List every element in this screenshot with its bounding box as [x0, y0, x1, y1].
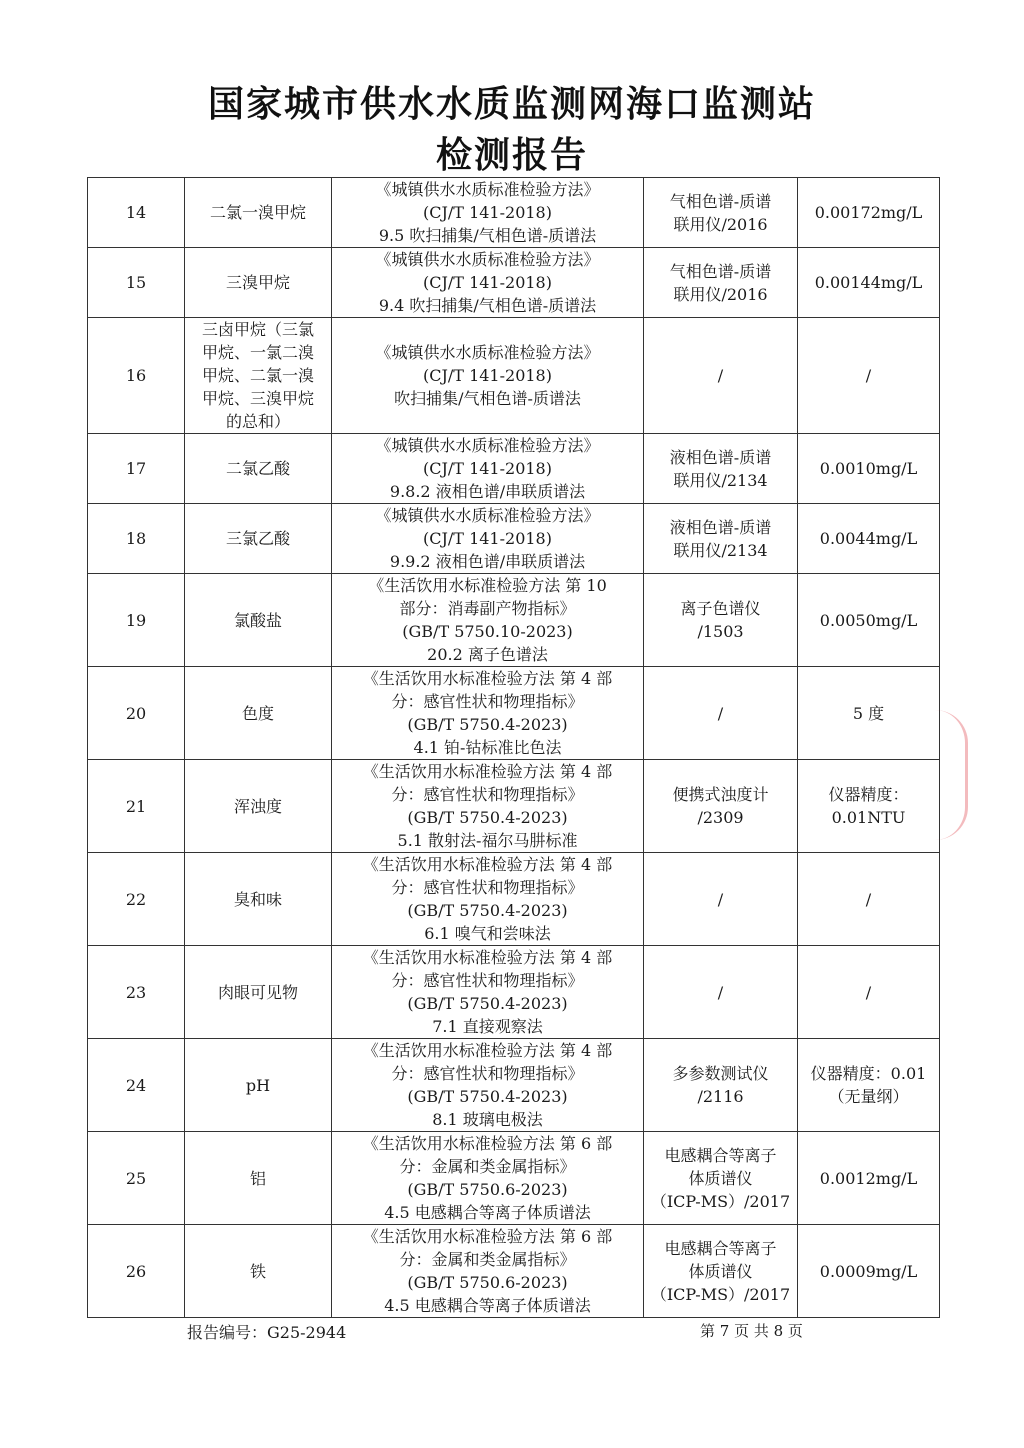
table-row: [88, 574, 940, 667]
test-method-line: (CJ/T 141-2018): [423, 529, 552, 548]
test-method-line: 《城镇供水水质标准检验方法》: [375, 250, 600, 269]
test-item-cell: [185, 318, 332, 434]
test-method-cell: [332, 178, 644, 248]
test-item-line: 铁: [249, 1261, 266, 1281]
test-method-line: 分：感官性状和物理指标》: [391, 971, 584, 990]
instrument-line: （ICP-MS）/2017: [650, 1284, 791, 1304]
instrument-line: 气相色谱-质谱: [669, 261, 772, 281]
test-method-cell: [332, 946, 644, 1039]
test-method-line: 20.2 离子色谱法: [427, 645, 548, 664]
test-method-line: 分：感官性状和物理指标》: [391, 1064, 584, 1083]
test-item-line: 二氯乙酸: [225, 459, 290, 478]
detection-limit-line: /: [865, 366, 872, 385]
test-method-line: (GB/T 5750.4-2023): [407, 1087, 568, 1106]
test-item-cell: [185, 760, 332, 853]
test-item-line: 甲烷、二氯一溴: [201, 366, 314, 385]
instrument-cell: [644, 248, 798, 318]
instrument-line: 电感耦合等离子: [664, 1238, 777, 1258]
test-method-line: 《城镇供水水质标准检验方法》: [375, 506, 600, 525]
instrument-line: 体质谱仪: [688, 1261, 753, 1281]
instrument-cell: [644, 1039, 798, 1132]
instrument-line: /: [717, 366, 724, 385]
test-item-cell: [185, 248, 332, 318]
test-method-line: 《城镇供水水质标准检验方法》: [375, 343, 600, 362]
test-method-line: 吹扫捕集/气相色谱-质谱法: [394, 389, 581, 408]
test-method-line: 《生活饮用水标准检验方法 第 4 部: [362, 762, 613, 781]
table-row: [88, 1225, 940, 1318]
detection-limit-line: 0.0010mg/L: [819, 459, 918, 478]
test-method-line: 9.9.2 液相色谱/串联质谱法: [389, 552, 586, 571]
report-title: 国家城市供水水质监测网海口监测站: [207, 84, 816, 125]
instrument-line: /2116: [697, 1087, 744, 1106]
detection-limit-cell: [798, 178, 940, 248]
row-number-cell: 16: [88, 318, 185, 434]
instrument-line: /: [717, 703, 724, 723]
instrument-cell: [644, 504, 798, 574]
test-method-line: 分：金属和类金属指标》: [399, 1250, 576, 1269]
test-method-line: (GB/T 5750.4-2023): [407, 901, 568, 920]
test-method-line: (GB/T 5750.10-2023): [402, 622, 573, 641]
row-number-cell: 26: [88, 1225, 185, 1318]
test-item-cell: [185, 667, 332, 760]
detection-limit-cell: [798, 946, 940, 1039]
detection-limit-cell: [798, 760, 940, 853]
detection-limit-line: 0.00172mg/L: [814, 203, 923, 222]
instrument-line: /2309: [697, 808, 744, 827]
test-method-line: 分：感官性状和物理指标》: [391, 878, 584, 897]
test-item-line: 甲烷、一氯二溴: [201, 343, 314, 362]
detection-limit-line: 0.00144mg/L: [814, 273, 923, 292]
test-item-cell: [185, 946, 332, 1039]
instrument-cell: [644, 574, 798, 667]
instrument-cell: [644, 853, 798, 946]
test-item-cell: [185, 853, 332, 946]
detection-limit-cell: [798, 574, 940, 667]
test-item-cell: [185, 504, 332, 574]
test-item-line: 三溴甲烷: [225, 273, 290, 292]
test-method-line: (CJ/T 141-2018): [423, 273, 552, 292]
instrument-line: 电感耦合等离子: [664, 1145, 777, 1165]
test-method-cell: [332, 504, 644, 574]
test-method-line: 分：感官性状和物理指标》: [391, 692, 584, 711]
test-method-line: 《城镇供水水质标准检验方法》: [375, 436, 600, 455]
test-method-cell: [332, 1225, 644, 1318]
test-method-line: 《城镇供水水质标准检验方法》: [375, 180, 600, 199]
detection-limit-cell: [798, 1132, 940, 1225]
test-item-line: 氯酸盐: [233, 610, 282, 630]
instrument-line: 联用仪/2016: [673, 284, 768, 304]
row-number-cell: 18: [88, 504, 185, 574]
test-method-cell: [332, 434, 644, 504]
test-method-cell: [332, 1039, 644, 1132]
test-method-line: (GB/T 5750.4-2023): [407, 994, 568, 1013]
instrument-cell: [644, 1225, 798, 1318]
test-method-line: 8.1 玻璃电极法: [432, 1110, 543, 1129]
instrument-line: /: [717, 889, 724, 909]
test-method-line: 《生活饮用水标准检验方法 第 4 部: [362, 948, 613, 967]
instrument-cell: [644, 946, 798, 1039]
test-method-line: 4.5 电感耦合等离子体质谱法: [384, 1203, 591, 1222]
test-method-line: 6.1 嗅气和尝味法: [424, 924, 551, 943]
test-method-line: (GB/T 5750.6-2023): [407, 1180, 568, 1199]
detection-limit-cell: [798, 1039, 940, 1132]
table-row: [88, 667, 940, 760]
test-method-cell: [332, 1132, 644, 1225]
test-method-line: 《生活饮用水标准检验方法 第 4 部: [362, 855, 613, 874]
detection-limit-line: /: [865, 889, 872, 909]
test-item-line: 铝: [249, 1168, 266, 1188]
table-row: [88, 178, 940, 248]
test-method-line: (GB/T 5750.4-2023): [407, 715, 568, 734]
row-number-cell: 14: [88, 178, 185, 248]
table-row: [88, 853, 940, 946]
test-item-line: 色度: [241, 703, 274, 723]
table-row: [88, 248, 940, 318]
page-number: 第 7 页 共 8 页: [700, 1322, 803, 1340]
test-method-line: 部分：消毒副产物指标》: [399, 599, 576, 618]
instrument-line: 联用仪/2134: [673, 540, 768, 560]
test-method-line: 《生活饮用水标准检验方法 第 4 部: [362, 669, 613, 688]
test-method-cell: [332, 574, 644, 667]
test-item-line: 三氯乙酸: [225, 529, 290, 548]
test-item-line: 浑浊度: [233, 796, 282, 816]
instrument-line: /: [717, 982, 724, 1002]
instrument-cell: [644, 318, 798, 434]
test-item-cell: [185, 1132, 332, 1225]
table-row: [88, 760, 940, 853]
test-item-line: 二氯一溴甲烷: [209, 203, 306, 222]
instrument-line: 体质谱仪: [688, 1168, 753, 1188]
test-item-line: 的总和）: [225, 412, 290, 431]
row-number-cell: 24: [88, 1039, 185, 1132]
instrument-line: 液相色谱-质谱: [669, 517, 772, 537]
test-item-line: 甲烷、三溴甲烷: [201, 389, 314, 408]
red-stamp-edge: [935, 710, 968, 840]
instrument-line: 联用仪/2016: [673, 214, 768, 234]
detection-limit-cell: [798, 318, 940, 434]
test-item-cell: [185, 434, 332, 504]
detection-limit-line: /: [865, 982, 872, 1002]
instrument-cell: [644, 434, 798, 504]
instrument-line: 气相色谱-质谱: [669, 191, 772, 211]
test-item-cell: [185, 1225, 332, 1318]
row-number-cell: 19: [88, 574, 185, 667]
test-method-line: 4.1 铂-钴标准比色法: [413, 738, 562, 757]
row-number-cell: 15: [88, 248, 185, 318]
test-method-cell: [332, 667, 644, 760]
detection-limit-cell: [798, 434, 940, 504]
test-method-line: 9.5 吹扫捕集/气相色谱-质谱法: [378, 226, 597, 245]
test-item-line: 三卤甲烷（三氯: [201, 320, 314, 339]
test-item-line: pH: [245, 1075, 271, 1095]
test-method-line: 4.5 电感耦合等离子体质谱法: [384, 1296, 591, 1315]
test-method-cell: [332, 853, 644, 946]
detection-limit-line: 仪器精度：: [828, 785, 909, 804]
instrument-line: 联用仪/2134: [673, 470, 768, 490]
report-subtitle: 检测报告: [435, 135, 588, 176]
instrument-line: 离子色谱仪: [680, 599, 761, 618]
test-item-line: 臭和味: [233, 889, 282, 909]
instrument-line: 便携式浊度计: [672, 785, 769, 804]
instrument-line: （ICP-MS）/2017: [650, 1191, 791, 1211]
detection-limit-cell: [798, 248, 940, 318]
test-method-line: (CJ/T 141-2018): [423, 366, 552, 385]
test-method-line: 9.4 吹扫捕集/气相色谱-质谱法: [378, 296, 597, 315]
row-number-cell: 21: [88, 760, 185, 853]
detection-limit-line: 0.0009mg/L: [819, 1261, 918, 1281]
report-number: 报告编号：G25-2944: [187, 1323, 347, 1342]
table-row: [88, 1039, 940, 1132]
table-row: [88, 946, 940, 1039]
detection-limit-cell: [798, 504, 940, 574]
test-method-line: 分：金属和类金属指标》: [399, 1157, 576, 1176]
test-method-line: 《生活饮用水标准检验方法 第 4 部: [362, 1041, 613, 1060]
test-method-line: 《生活饮用水标准检验方法 第 6 部: [362, 1227, 613, 1246]
instrument-line: /1503: [697, 622, 744, 641]
instrument-cell: [644, 1132, 798, 1225]
test-method-line: 《生活饮用水标准检验方法 第 6 部: [362, 1134, 613, 1153]
results-table: [87, 177, 940, 1318]
row-number-cell: 20: [88, 667, 185, 760]
detection-limit-line: 仪器精度：0.01: [810, 1064, 927, 1083]
table-row: [88, 504, 940, 574]
instrument-line: 液相色谱-质谱: [669, 447, 772, 467]
table-row: [88, 1132, 940, 1225]
row-number-cell: 22: [88, 853, 185, 946]
test-method-cell: [332, 248, 644, 318]
instrument-cell: [644, 667, 798, 760]
test-method-line: (CJ/T 141-2018): [423, 459, 552, 478]
instrument-cell: [644, 760, 798, 853]
detection-limit-line: 0.0050mg/L: [819, 610, 918, 630]
test-item-cell: [185, 574, 332, 667]
row-number-cell: 25: [88, 1132, 185, 1225]
table-row: [88, 434, 940, 504]
detection-limit-cell: [798, 667, 940, 760]
test-item-cell: [185, 1039, 332, 1132]
row-number-cell: 17: [88, 434, 185, 504]
instrument-line: 多参数测试仪: [672, 1064, 769, 1083]
test-method-line: (GB/T 5750.4-2023): [407, 808, 568, 827]
test-method-line: 分：感官性状和物理指标》: [391, 785, 584, 804]
detection-limit-line: 5 度: [852, 703, 885, 723]
test-method-line: 《生活饮用水标准检验方法 第 10: [368, 576, 607, 595]
test-method-cell: [332, 760, 644, 853]
detection-limit-cell: [798, 853, 940, 946]
test-item-cell: [185, 178, 332, 248]
table-row: [88, 318, 940, 434]
test-method-line: 7.1 直接观察法: [432, 1017, 543, 1036]
detection-limit-cell: [798, 1225, 940, 1318]
test-method-line: (CJ/T 141-2018): [423, 203, 552, 222]
detection-limit-line: 0.01NTU: [831, 808, 906, 827]
test-method-cell: [332, 318, 644, 434]
instrument-cell: [644, 178, 798, 248]
detection-limit-line: 0.0044mg/L: [819, 529, 918, 548]
test-item-line: 肉眼可见物: [217, 982, 298, 1002]
row-number-cell: 23: [88, 946, 185, 1039]
test-method-line: (GB/T 5750.6-2023): [407, 1273, 568, 1292]
test-method-line: 5.1 散射法-福尔马肼标准: [397, 831, 578, 850]
detection-limit-line: （无量纲）: [828, 1087, 909, 1106]
detection-limit-line: 0.0012mg/L: [819, 1168, 918, 1188]
test-method-line: 9.8.2 液相色谱/串联质谱法: [389, 482, 586, 501]
